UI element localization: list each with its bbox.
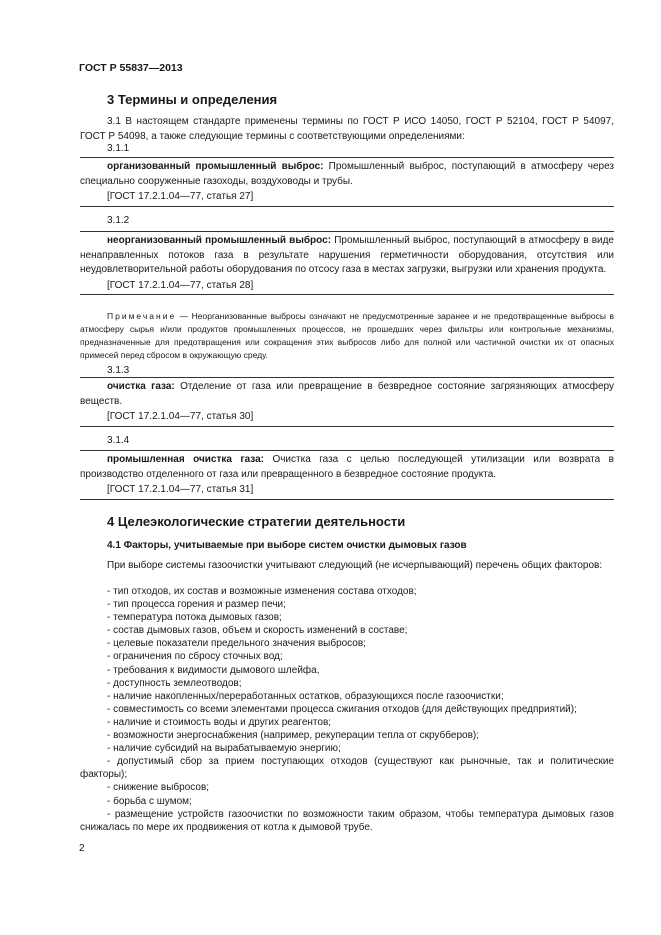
term-name: неорганизованный промышленный выброс:: [107, 235, 332, 246]
list-item: - наличие и стоимость воды и других реагентов;: [107, 716, 332, 728]
term-number: 3.1.1: [107, 143, 130, 154]
section-3-title: 3 Термины и определения: [107, 92, 278, 107]
list-item: - доступность землеотводов;: [107, 677, 242, 689]
term-box: [80, 450, 614, 500]
term-name: промышленная очистка газа:: [107, 454, 264, 465]
term-text: Промышленный выброс, поступающий в атмосферу в виде ненаправленных потоков газа в результате нарушения герметичности оборудования, отсутствия или неудовлетворительной работы оборудования по отсосу газа в местах загрузки, выгрузки или хранения продукта.: [80, 235, 614, 275]
term-source: [ГОСТ 17.2.1.04—77, статья 28]: [107, 279, 254, 291]
page-number: 2: [79, 843, 85, 854]
term-text: Промышленный выброс, поступающий в атмосферу через специально сооруженные газоходы, воздуховоды и трубы.: [80, 161, 615, 187]
term-source: [ГОСТ 17.2.1.04—77, статья 31]: [107, 484, 254, 495]
term-box: [80, 231, 614, 295]
term-name: организованный промышленный выброс:: [107, 161, 324, 172]
list-item: - целевые показатели предельного значения выбросов;: [107, 638, 366, 650]
term-text: Отделение от газа или превращение в безвредное состояние загрязняющих атмосферу веществ.: [80, 381, 614, 407]
term-box: [80, 157, 614, 207]
list-item: - тип процесса горения и размер печи;: [107, 599, 286, 611]
list-item: - снижение выбросов;: [107, 782, 210, 794]
list-item: - наличие субсидий на вырабатываемую энергию;: [107, 743, 341, 755]
term-definition: [80, 451, 614, 482]
list-item: - ограничения по сбросу сточных вод;: [107, 651, 283, 663]
list-item: - размещение устройств газоочистки по возможности таким образом, чтобы температура дымовых газов снижалась по мере их продвижения от котла к дымовой трубе.: [80, 808, 614, 833]
section-4-title: 4 Целеэкологические стратегии деятельности: [107, 514, 406, 529]
term-definition: [80, 158, 614, 189]
list-item: - тип отходов, их состав и возможные изменения состава отходов;: [107, 586, 417, 597]
note-text: — Неорганизованные выбросы означают не предусмотренные заранее и не предотвращенные выбросы в атмосферу сырья и/или продуктов промышленных процессов, не прошедших через фильтры или контрольные механизмы, предназначенные для предотвращения или сокращения этих выбросов либо для полной или частичной очистки их от опасных примесей перед сбросом в окружающую среду.: [80, 311, 614, 360]
term-text: Очистка газа с целью последующей утилизации или возврата в производство отделенного от газа или превращенного в безвредное состояние продукта.: [80, 454, 614, 480]
subsection-4-1-title: 4.1 Факторы, учитываемые при выборе систем очистки дымовых газов: [107, 540, 467, 551]
list-item: - состав дымовых газов, объем и скорость изменений в составе;: [107, 625, 408, 637]
list-item: - допустимый сбор за прием поступающих отходов (существуют как рыночные, так и политические факторы);: [80, 756, 614, 781]
note: [80, 310, 614, 362]
section-4-intro: При выборе системы газоочистки учитывают следующий (не исчерпывающий) перечень общих факторов:: [107, 560, 603, 571]
term-definition: [80, 378, 614, 409]
term-number: 3.1.3: [107, 365, 130, 376]
term-source: [ГОСТ 17.2.1.04—77, статья 27]: [107, 191, 254, 202]
term-definition: [80, 232, 614, 278]
factors-list: [80, 585, 614, 834]
list-item: - наличие накопленных/переработанных остатков, образующихся после газоочистки;: [107, 690, 504, 702]
note-label: Примечание: [107, 311, 177, 321]
list-item: - возможности энергоснабжения (например, рекуперации тепла от скрубберов);: [107, 730, 479, 742]
list-item: - совместимость со всеми элементами процесса сжигания отходов (для действующих предприятий);: [107, 703, 577, 715]
term-name: очистка газа:: [107, 381, 175, 392]
term-number: 3.1.2: [107, 215, 130, 226]
term-box: [80, 377, 614, 427]
standard-header: ГОСТ Р 55837—2013: [79, 62, 183, 74]
list-item: - требования к видимости дымового шлейфа,: [107, 664, 320, 676]
section-3-intro: 3.1 В настоящем стандарте применены термины по ГОСТ Р ИСО 14050, ГОСТ Р 52104, ГОСТ Р 54097, ГОСТ Р 54098, а также следующие термины с соответствующими определениями:: [80, 116, 614, 142]
term-number: 3.1.4: [107, 435, 130, 446]
term-source: [ГОСТ 17.2.1.04—77, статья 30]: [107, 411, 254, 422]
list-item: - борьба с шумом;: [107, 795, 192, 807]
list-item: - температура потока дымовых газов;: [107, 612, 282, 624]
